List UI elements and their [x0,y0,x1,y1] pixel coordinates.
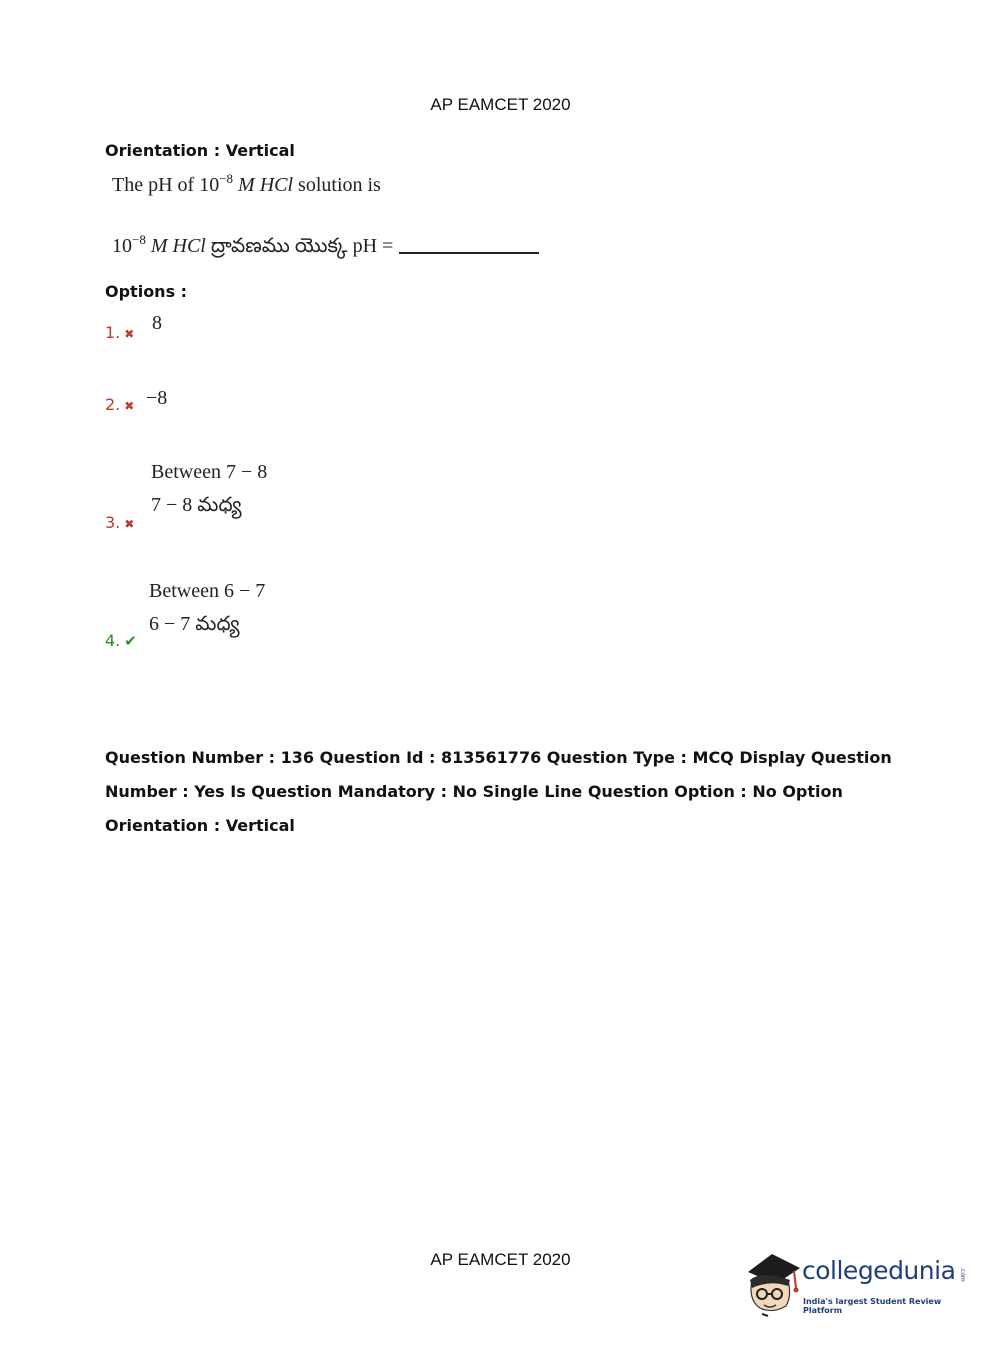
question-telugu-base: 10 [112,235,132,257]
question-english-exponent: −8 [219,171,234,186]
question-english-suffix: solution is [298,174,381,196]
page-footer: AP EAMCET 2020 [430,1250,571,1269]
orientation-label: Orientation : Vertical [105,141,295,160]
option-4-number: 4. ✔ [105,631,137,650]
page-header: AP EAMCET 2020 [430,95,571,114]
incorrect-mark-icon: ✖ [124,327,135,341]
option-3-text-english: Between 7 − 8 [151,461,268,483]
option-4-text-telugu: 6 − 7 మధ్య [149,613,240,635]
mascot-icon [742,1250,802,1320]
meta-line-1: Question Number : 136 Question Id : 813561776 Question Type : MCQ Display Question [105,748,892,767]
collegedunia-logo [742,1250,972,1320]
question-telugu-exponent: −8 [132,232,146,247]
option-1-text: 8 [152,312,162,334]
question-telugu-suffix: ద్రావణము యొక్క pH = [210,235,394,257]
question-telugu [112,232,539,262]
option-3-text-telugu: 7 − 8 మధ్య [151,494,242,516]
meta-line-3: Orientation : Vertical [105,816,295,835]
question-english-formula: M HCl [238,174,294,196]
logo-dotcom: .com [959,1267,966,1282]
incorrect-mark-icon: ✖ [124,399,135,413]
option-1-number: 1. ✖ [105,323,135,342]
question-telugu-formula: M HCl [150,235,206,257]
question-english [112,171,381,197]
meta-line-2: Number : Yes Is Question Mandatory : No Single Line Question Option : No Option [105,782,843,801]
next-question-meta [105,741,905,843]
option-4-text-english: Between 6 − 7 [149,580,266,602]
logo-wordmark: collegedunia [802,1256,956,1285]
correct-check-icon: ✔ [124,632,137,650]
option-3-number: 3. ✖ [105,513,135,532]
option-2-number: 2. ✖ [105,395,135,414]
question-english-prefix: The pH of 10 [112,174,220,196]
incorrect-mark-icon: ✖ [124,517,135,531]
options-label: Options : [105,282,188,301]
answer-blank [399,252,539,254]
logo-tagline: India's largest Student Review Platform [803,1297,942,1315]
option-2-text: −8 [146,387,168,409]
